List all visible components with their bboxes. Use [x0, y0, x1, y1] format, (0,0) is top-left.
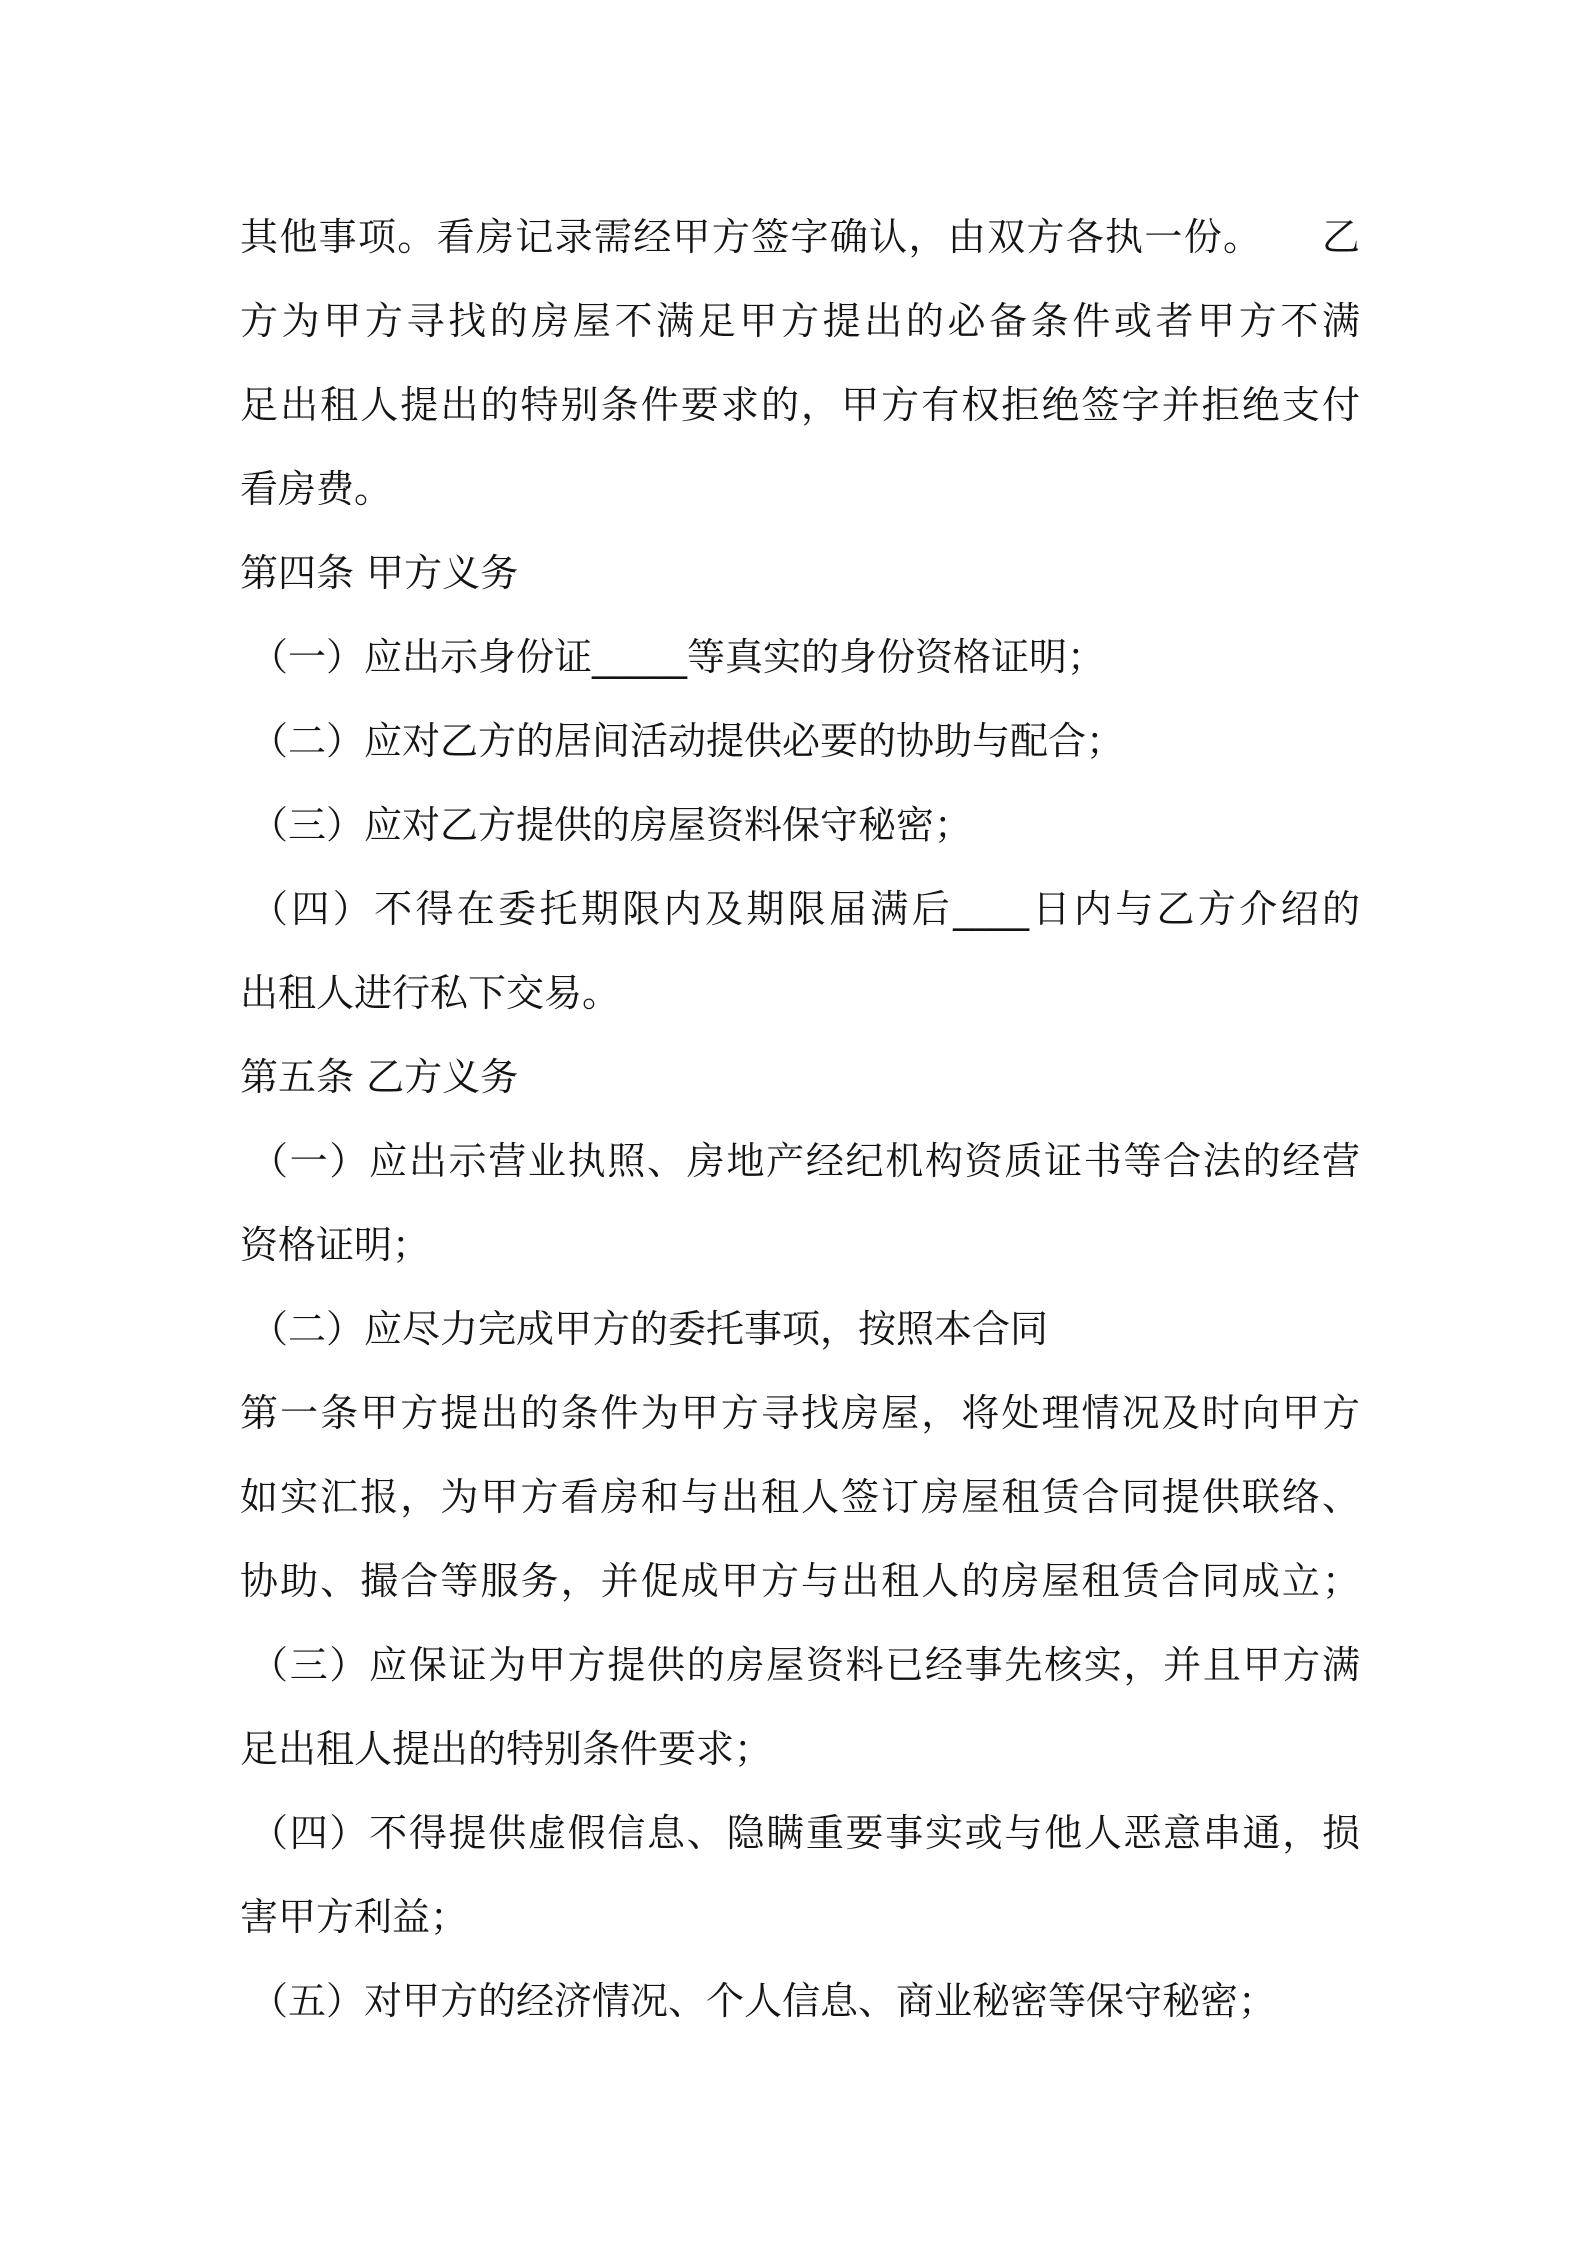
section-heading: 第五条 乙方义务	[240, 1055, 519, 1099]
text-line: 害甲方利益；	[240, 1895, 469, 1939]
section-heading: 第四条 甲方义务	[240, 551, 519, 595]
clause-item: （三）应对乙方提供的房屋资料保守秘密；	[250, 803, 973, 847]
text-line: 第一条甲方提出的条件为甲方寻找房屋，将处理情况及时向甲方	[240, 1391, 1360, 1435]
clause-item: （一）应出示营业执照、房地产经纪机构资质证书等合法的经营	[250, 1139, 1360, 1183]
text-line: 协助、撮合等服务，并促成甲方与出租人的房屋租赁合同成立；	[240, 1559, 1360, 1603]
text-line: 足出租人提出的特别条件要求的，甲方有权拒绝签字并拒绝支付	[240, 383, 1360, 427]
clause-item: （一）应出示身份证_____等真实的身份资格证明；	[250, 635, 1106, 679]
clause-item: （三）应保证为甲方提供的房屋资料已经事先核实，并且甲方满	[250, 1643, 1360, 1687]
text-line: 如实汇报，为甲方看房和与出租人签订房屋租赁合同提供联络、	[240, 1475, 1360, 1519]
clause-item: （四）不得在委托期限内及期限届满后____日内与乙方介绍的	[250, 887, 1360, 931]
text-line: 足出租人提出的特别条件要求；	[240, 1727, 773, 1771]
clause-item: （四）不得提供虚假信息、隐瞒重要事实或与他人恶意串通，损	[250, 1811, 1360, 1855]
text-line: 出租人进行私下交易。	[240, 971, 621, 1015]
text-line: 资格证明；	[240, 1223, 431, 1267]
text-line: 方为甲方寻找的房屋不满足甲方提出的必备条件或者甲方不满	[240, 299, 1360, 343]
text-line: 看房费。	[240, 467, 393, 511]
contract-body	[240, 195, 1360, 2043]
clause-item: （二）应对乙方的居间活动提供必要的协助与配合；	[250, 719, 1125, 763]
clause-item: （五）对甲方的经济情况、个人信息、商业秘密等保守秘密；	[250, 1979, 1277, 2023]
clause-item: （二）应尽力完成甲方的委托事项，按照本合同	[250, 1307, 1049, 1351]
text-line: 其他事项。看房记录需经甲方签字确认，由双方各执一份。 乙	[240, 215, 1360, 259]
